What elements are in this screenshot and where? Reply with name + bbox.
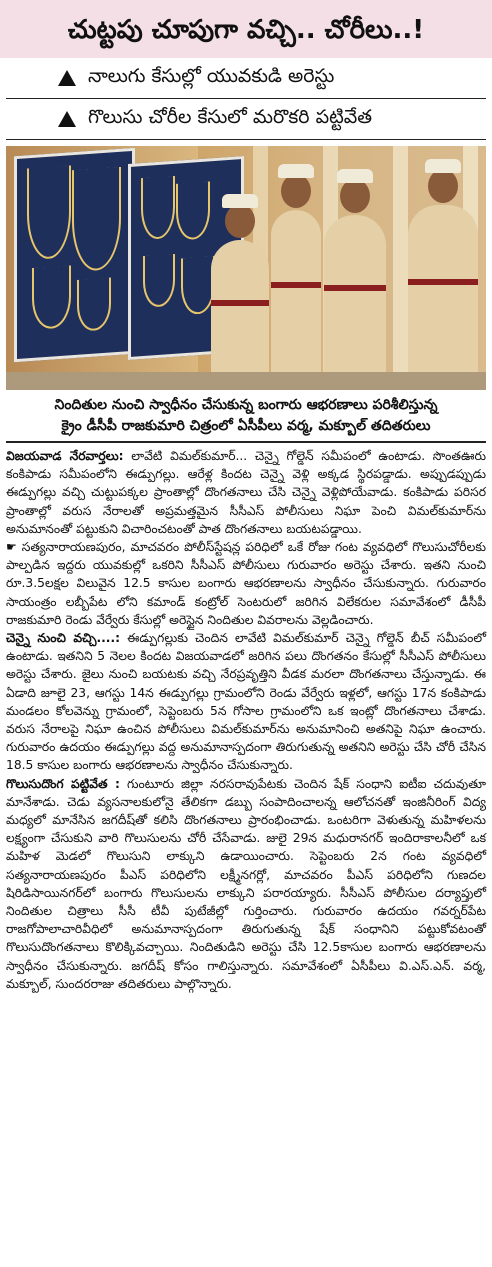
officer-figure [408,205,478,390]
jewellery-display-board [14,148,135,362]
triangle-bullet-icon [58,70,76,86]
section-lead: గొలుసుదొంగ పట్టివేత : [6,776,120,791]
paragraph-4: గొలుసుదొంగ పట్టివేత : గుంటూరు జిల్లా నరసరావుపేటకు చెందిన షేక్ సంధాని ఐటీఐ చదువుతూ మానేశాడు. చెడు వ్యసనాలకులోనై తేలికగా డబ్బు సంపాదించాలన్న ఆలోచనతో ఇంజినీరింగ్ విద్య మధ్యలో మానేసిన జగదీష్‌తో కలిసి దొంగతనాలు ప్రారంభించాడు. ఒంటరిగా వెళుతున్న మహిళలను లక్ష్యంగా చేసుకుని వారి గొలుసులను చోరీ చేసేవాడు. జులై 29న మధురానగర్ ఇందిరాకాలనీలో ఒక మహిళ మెడలో గొలుసుని లాక్కుని ఉడాయించారు. సెప్టెంబరు 2న గంట వ్యవధిలో సత్యనారాయణపురం పీఎస్ పరిధిలోని లక్ష్మీనగర్లో, మాచవరం పీఎస్ పరిధిలోని గుణదల షిరిడిసాయినగర్‌లో బంగారు గొలుసులను లాక్కుని పరారయ్యారు. సీసీఎస్ పోలీసుల దర్యాప్తులో నిందితుల చిత్రాలు సీసీ టీవీ పుటేజీల్లో గుర్తించారు. గురువారం ఉదయం గవర్నర్‌పేట రాజగోపాలాచారివీధిలో అనుమానాస్పదంగా తిరుగుతున్న షేక్ సంధానిని పట్టుకోవటంతో గొలుసుదొంగతనాలు కొలిక్కివచ్చాయి. నిందితుడిని అరెస్టు చేసి 12.5కాసుల బంగారు ఆభరణాలను స్వాధీనం చేసుకున్నారు. జగదీష్ కోసం గాలిస్తున్నారు. సమావేశంలో ఏసీపీలు వి.ఎస్.ఎన్. వర్మ, మక్బూల్, సుందరరాజు తదితరులు పాల్గొన్నారు. [6,776,486,991]
headline: చుట్టపు చూపుగా వచ్చి.. చోరీలు..! [0,0,492,58]
article-body [6,443,486,993]
paragraph-2: ☛ సత్యనారాయణపురం, మాచవరం పోలీస్‌స్టేషన్ల పరిధిలో ఒకే రోజు గంట వ్యవధిలో గొలుసుచోరీలకు పాల్పడిన ఇద్దరు యువకుల్లో ఒకరిని సీసీఎస్ పోలీసులు గురువారం అరెస్టు చేశారు. ఇతని నుంచి రూ.3.5లక్షల విలువైన 12.5 కాసుల బంగారు ఆభరణాలను స్వాధీనం చేసుకున్నారు. గురువారం సాయంత్రం లబ్బీపేట లోని కమాండ్ కంట్రోల్ సెంటరులో జరిగిన విలేకరుల సమావేశంలో డీసీపీ రాజకుమారి రెండు వేర్వేరు కేసుల్లో అరెస్టైన నిందితుల వివరాలను వెల్లడించారు. [6,540,486,627]
caption-line-2: క్రైం డీసీపీ రాజకుమారి చిత్రంలో ఏసీపీలు వర్మ, మక్బూల్ తదితరులు [61,418,431,434]
pointing-hand-icon: ☛ [6,540,17,555]
paragraph-3: చెన్నై నుంచి వచ్చి....: ఈడ్పుగల్లుకు చెందిన లావేటి విమల్‌కుమార్ చెన్నై గోల్డెన్ బీచ్ సమీపంలో ఉంటాడు. ఇతనిని 5 నెలల కిందట విజయవాడలో జరిగిన పలు దొంగతనం కేసుల్లో సీసీఎస్ పోలీసులు అరెస్టు చేశారు. జైలు నుంచి బయటకు వచ్చి నేరప్రవృత్తిని వీడక మరలా దొంగతనాలు చేస్తున్నాడు. ఈ ఏడాది జూలై 23, ఆగస్టు 14న ఈడ్పుగల్లు గ్రామంలోని రెండు వేర్వేరు ఇళ్లలో, ఆగస్టు 17న కంకిపాడు మండలం కోలవెన్ను గ్రామంలో, సెప్టెంబరు 5న గోసాల గ్రామంలోని ఒక ఇంట్లో దొంగతనాలు చేశాడు. వరుస నేరాలపై నిఘా ఉంచిన పోలీసులు విమల్‌కుమార్‌ను అనుమానించి అతనిపై నిఘా ఉంచారు. గురువారం ఉదయం ఈడ్పుగల్లు వద్ద అనుమానాస్పదంగా తిరుగుతున్న అతనిని అరెస్టు చేసి చోరీ చేసిన 18.5 కాసుల బంగారు ఆభరణాలను స్వాధీనం చేసుకున్నారు. [6,631,486,773]
officer-figure [271,210,321,390]
subhead-2 [6,99,486,140]
paragraph-1: విజయవాడ నేరవార్తలు: లావేటి విమల్‌కుమార్... చెన్నై గోల్డెన్ సమీపంలో ఉంటాడు. సొంతఊరు కంకిపాడు సమీపంలోని ఈడ్పుగల్లు. ఆరేళ్ల కిందట చెన్నై వెళ్లి అక్కడ స్థిరపడ్డాడు. అప్పుడప్పుడు ఈడ్పుగల్లు వచ్చి చుట్టుపక్కల ప్రాంతాల్లో దొంగతనాలు చేసి చెన్నై వెళ్లిపోయేవాడు. కంకిపాడు పరిసర ప్రాంతాల్లో వరుస నేరాలతో అప్రమత్తమైన సీసీఎస్ పోలీసులు నిఘా పెంచి విమల్‌కుమార్‌ను అనుమానంతో పట్టుకుని విచారించటంతో పాత దొంగతనాలు బయటపడ్డాయి. [6,449,486,536]
subhead-1-text: నాలుగు కేసుల్లో యువకుడి అరెస్టు [88,64,335,87]
subhead-1 [6,58,486,99]
photo-caption [6,390,486,443]
news-photo [6,146,486,390]
officer-figure [324,215,386,390]
officer-figure [211,240,269,390]
subhead-2-text: గొలుసు చోరీల కేసులో మరొకరి పట్టివేత [88,105,373,128]
dateline: విజయవాడ నేరవార్తలు: [6,449,124,463]
triangle-bullet-icon [58,111,76,127]
caption-line-1: నిందితుల నుంచి స్వాధీనం చేసుకున్న బంగారు ఆభరణాలు పరిశీలిస్తున్న [54,397,438,413]
section-lead: చెన్నై నుంచి వచ్చి....: [6,631,121,646]
